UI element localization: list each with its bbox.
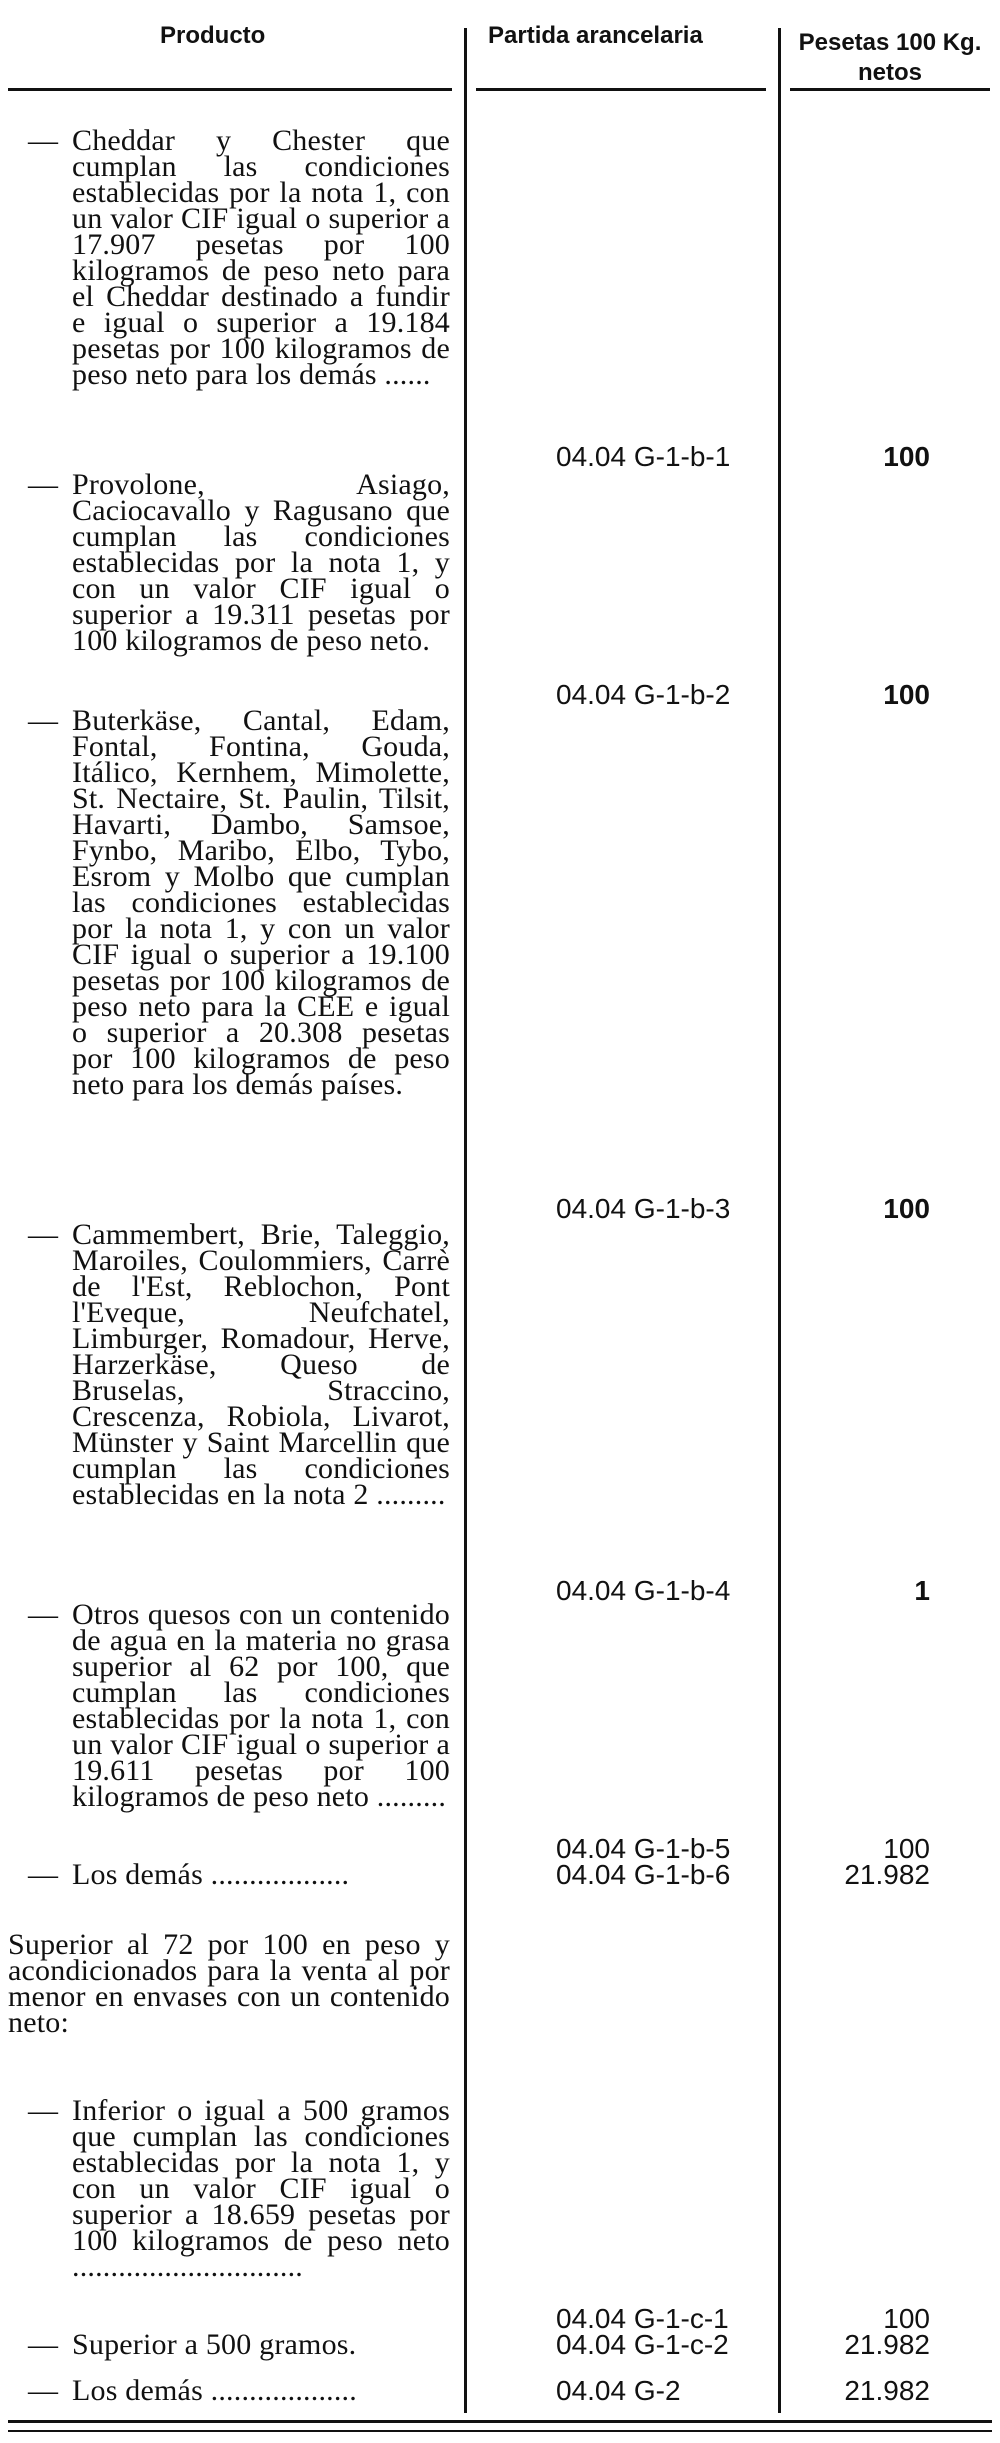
header-partida: Partida arancelaria bbox=[488, 22, 703, 49]
header-pesetas: Pesetas 100 Kg. netos bbox=[798, 29, 982, 86]
row-code: 04.04 G-1-b-1 bbox=[556, 441, 731, 472]
row-dash: — bbox=[28, 1598, 58, 1631]
row-dash: — bbox=[28, 1218, 58, 1251]
bottom-rule-2 bbox=[8, 2430, 992, 2432]
row-description: Los demás .................. bbox=[72, 1858, 350, 1891]
row-value: 100 bbox=[883, 679, 930, 710]
row-dash: — bbox=[28, 124, 58, 157]
row-description: Los demás ................... bbox=[72, 2374, 357, 2407]
row-code: 04.04 G-1-b-3 bbox=[556, 1193, 731, 1224]
header-producto: Producto bbox=[160, 22, 266, 49]
header-rule-3 bbox=[790, 88, 990, 91]
row-code: 04.04 G-2 bbox=[556, 2375, 681, 2406]
bottom-rule-1 bbox=[8, 2420, 992, 2423]
row-dash: — bbox=[28, 2374, 58, 2407]
row-dash: — bbox=[28, 2328, 58, 2361]
row-code: 04.04 G-1-b-6 bbox=[556, 1859, 731, 1890]
column-divider-2 bbox=[778, 28, 781, 2413]
row-description: Inferior o igual a 500 gramos que cumplan las condiciones establecidas por la nota 1, y con un valor CIF igual o superior a 18.659 pesetas por 100 kilogramos de peso neto .............................. bbox=[72, 2094, 450, 2283]
row-code: 04.04 G-1-b-5 bbox=[556, 1833, 731, 1864]
row-description: Cammembert, Brie, Taleggio, Maroiles, Coulommiers, Carrè de l'Est, Reblochon, Pont l'Eveque, Neufchatel, Limburger, Romadour, Herve, Harzerkäse, Queso de Bruselas, Straccino, Crescenza, Robiola, Livarot, Münster y Saint Marcellin que cumplan las condiciones establecidas en la nota 2 ......... bbox=[72, 1218, 450, 1511]
row-description: Superior a 500 gramos. bbox=[72, 2328, 357, 2361]
row-dash: — bbox=[28, 704, 58, 737]
row-code: 04.04 G-1-b-2 bbox=[556, 679, 731, 710]
row-value: 100 bbox=[883, 1833, 930, 1864]
row-value: 21.982 bbox=[844, 2375, 930, 2406]
row-value: 100 bbox=[883, 1193, 930, 1224]
row-value: 21.982 bbox=[844, 1859, 930, 1890]
row-description: Otros quesos con un contenido de agua en la materia no grasa superior al 62 por 100, que cumplan las condiciones establecidas por la nota 1, con un valor CIF igual o superior a 19.611 pesetas por 100 kilogramos de peso neto ......... bbox=[72, 1598, 450, 1813]
section-heading: Superior al 72 por 100 en peso y acondicionados para la venta al por menor en envases con un contenido neto: bbox=[8, 1928, 450, 2039]
row-description: Cheddar y Chester que cumplan las condiciones establecidas por la nota 1, con un valor CIF igual o superior a 17.907 pesetas por 100 kilogramos de peso neto para el Cheddar destinado a fundir e igual o superior a 19.184 pesetas por 100 kilogramos de peso neto para los demás ...... bbox=[72, 124, 450, 391]
row-value: 100 bbox=[883, 2303, 930, 2334]
row-value: 1 bbox=[914, 1575, 930, 1606]
row-description: Provolone, Asiago, Caciocavallo y Ragusano que cumplan las condiciones establecidas por la nota 1, y con un valor CIF igual o superior a 19.311 pesetas por 100 kilogramos de peso neto. bbox=[72, 468, 450, 657]
row-dash: — bbox=[28, 2094, 58, 2127]
row-dash: — bbox=[28, 1858, 58, 1891]
row-value: 100 bbox=[883, 441, 930, 472]
row-code: 04.04 G-1-c-1 bbox=[556, 2303, 729, 2334]
header-rule-1 bbox=[8, 88, 452, 91]
column-divider-1 bbox=[464, 28, 467, 2413]
header-rule-2 bbox=[476, 88, 766, 91]
row-description: Buterkäse, Cantal, Edam, Fontal, Fontina, Gouda, Itálico, Kernhem, Mimolette, St. Nectaire, St. Paulin, Tilsit, Havarti, Dambo, Samsoe, Fynbo, Maribo, Elbo, Tybo, Esrom y Molbo que cumplan las condiciones establecidas por la nota 1, y con un valor CIF igual o superior a 19.100 pesetas por 100 kilogramos de peso neto para la CEE e igual o superior a 20.308 pesetas por 100 kilogramos de peso neto para los demás países. bbox=[72, 704, 450, 1101]
row-code: 04.04 G-1-b-4 bbox=[556, 1575, 731, 1606]
row-code: 04.04 G-1-c-2 bbox=[556, 2329, 729, 2360]
row-dash: — bbox=[28, 468, 58, 501]
row-value: 21.982 bbox=[844, 2329, 930, 2360]
